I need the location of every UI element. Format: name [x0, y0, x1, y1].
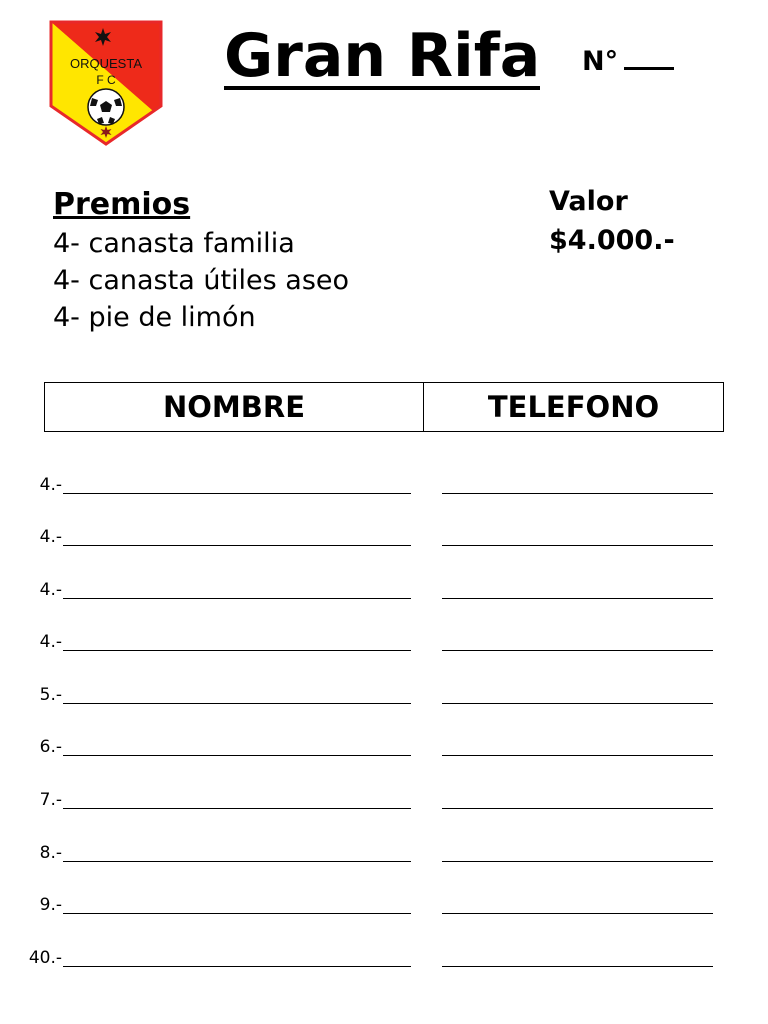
entry-row: [0, 522, 768, 546]
logo-text-orquesta: ORQUESTA: [70, 56, 142, 71]
number-label: N°: [582, 46, 619, 77]
phone-write-line: [442, 650, 713, 651]
page-title: Gran Rifa: [224, 21, 541, 91]
name-write-line: [63, 966, 411, 967]
entry-number: 4.-: [39, 527, 62, 547]
phone-write-line: [442, 861, 713, 862]
entry-row: [0, 732, 768, 756]
entry-row: [0, 680, 768, 704]
name-write-line: [63, 913, 411, 914]
phone-write-line: [442, 966, 713, 967]
phone-write-line: [442, 703, 713, 704]
entry-row: [0, 943, 768, 967]
orquesta-fc-logo: [47, 18, 165, 148]
entry-number: 8.-: [39, 843, 62, 863]
prize-item: 4- pie de limón: [53, 302, 256, 333]
entry-row: [0, 575, 768, 599]
name-write-line: [63, 703, 411, 704]
column-header-telefono: TELEFONO: [487, 390, 660, 424]
entry-number: 7.-: [39, 790, 62, 810]
entry-number: 40.-: [28, 948, 62, 968]
entry-number: 4.-: [39, 580, 62, 600]
entries-table-header: [44, 382, 724, 432]
prize-item: 4- canasta familia: [53, 228, 295, 259]
phone-write-line: [442, 913, 713, 914]
price-label: Valor: [549, 186, 628, 217]
prize-item: 4- canasta útiles aseo: [53, 265, 350, 296]
entry-number: 6.-: [39, 737, 62, 757]
name-write-line: [63, 598, 411, 599]
phone-write-line: [442, 598, 713, 599]
entry-row: [0, 627, 768, 651]
phone-write-line: [442, 755, 713, 756]
logo-text-fc: F C: [96, 73, 116, 87]
column-header-nombre: NOMBRE: [45, 383, 424, 431]
entry-number: 4.-: [39, 632, 62, 652]
number-blank-line: [624, 48, 674, 70]
name-write-line: [63, 755, 411, 756]
ticket-number: [582, 46, 674, 77]
name-write-line: [63, 650, 411, 651]
phone-write-line: [442, 493, 713, 494]
phone-write-line: [442, 545, 713, 546]
prizes-heading: Premios: [53, 187, 191, 222]
entry-row: [0, 785, 768, 809]
entry-number: 9.-: [39, 895, 62, 915]
entry-row: [0, 470, 768, 494]
entry-number: 4.-: [39, 475, 62, 495]
name-write-line: [63, 545, 411, 546]
price-amount: $4.000.-: [549, 225, 675, 256]
name-write-line: [63, 861, 411, 862]
entry-row: [0, 838, 768, 862]
phone-write-line: [442, 808, 713, 809]
name-write-line: [63, 808, 411, 809]
soccer-ball-icon: [88, 89, 124, 125]
entry-number: 5.-: [39, 685, 62, 705]
entry-row: [0, 890, 768, 914]
name-write-line: [63, 493, 411, 494]
